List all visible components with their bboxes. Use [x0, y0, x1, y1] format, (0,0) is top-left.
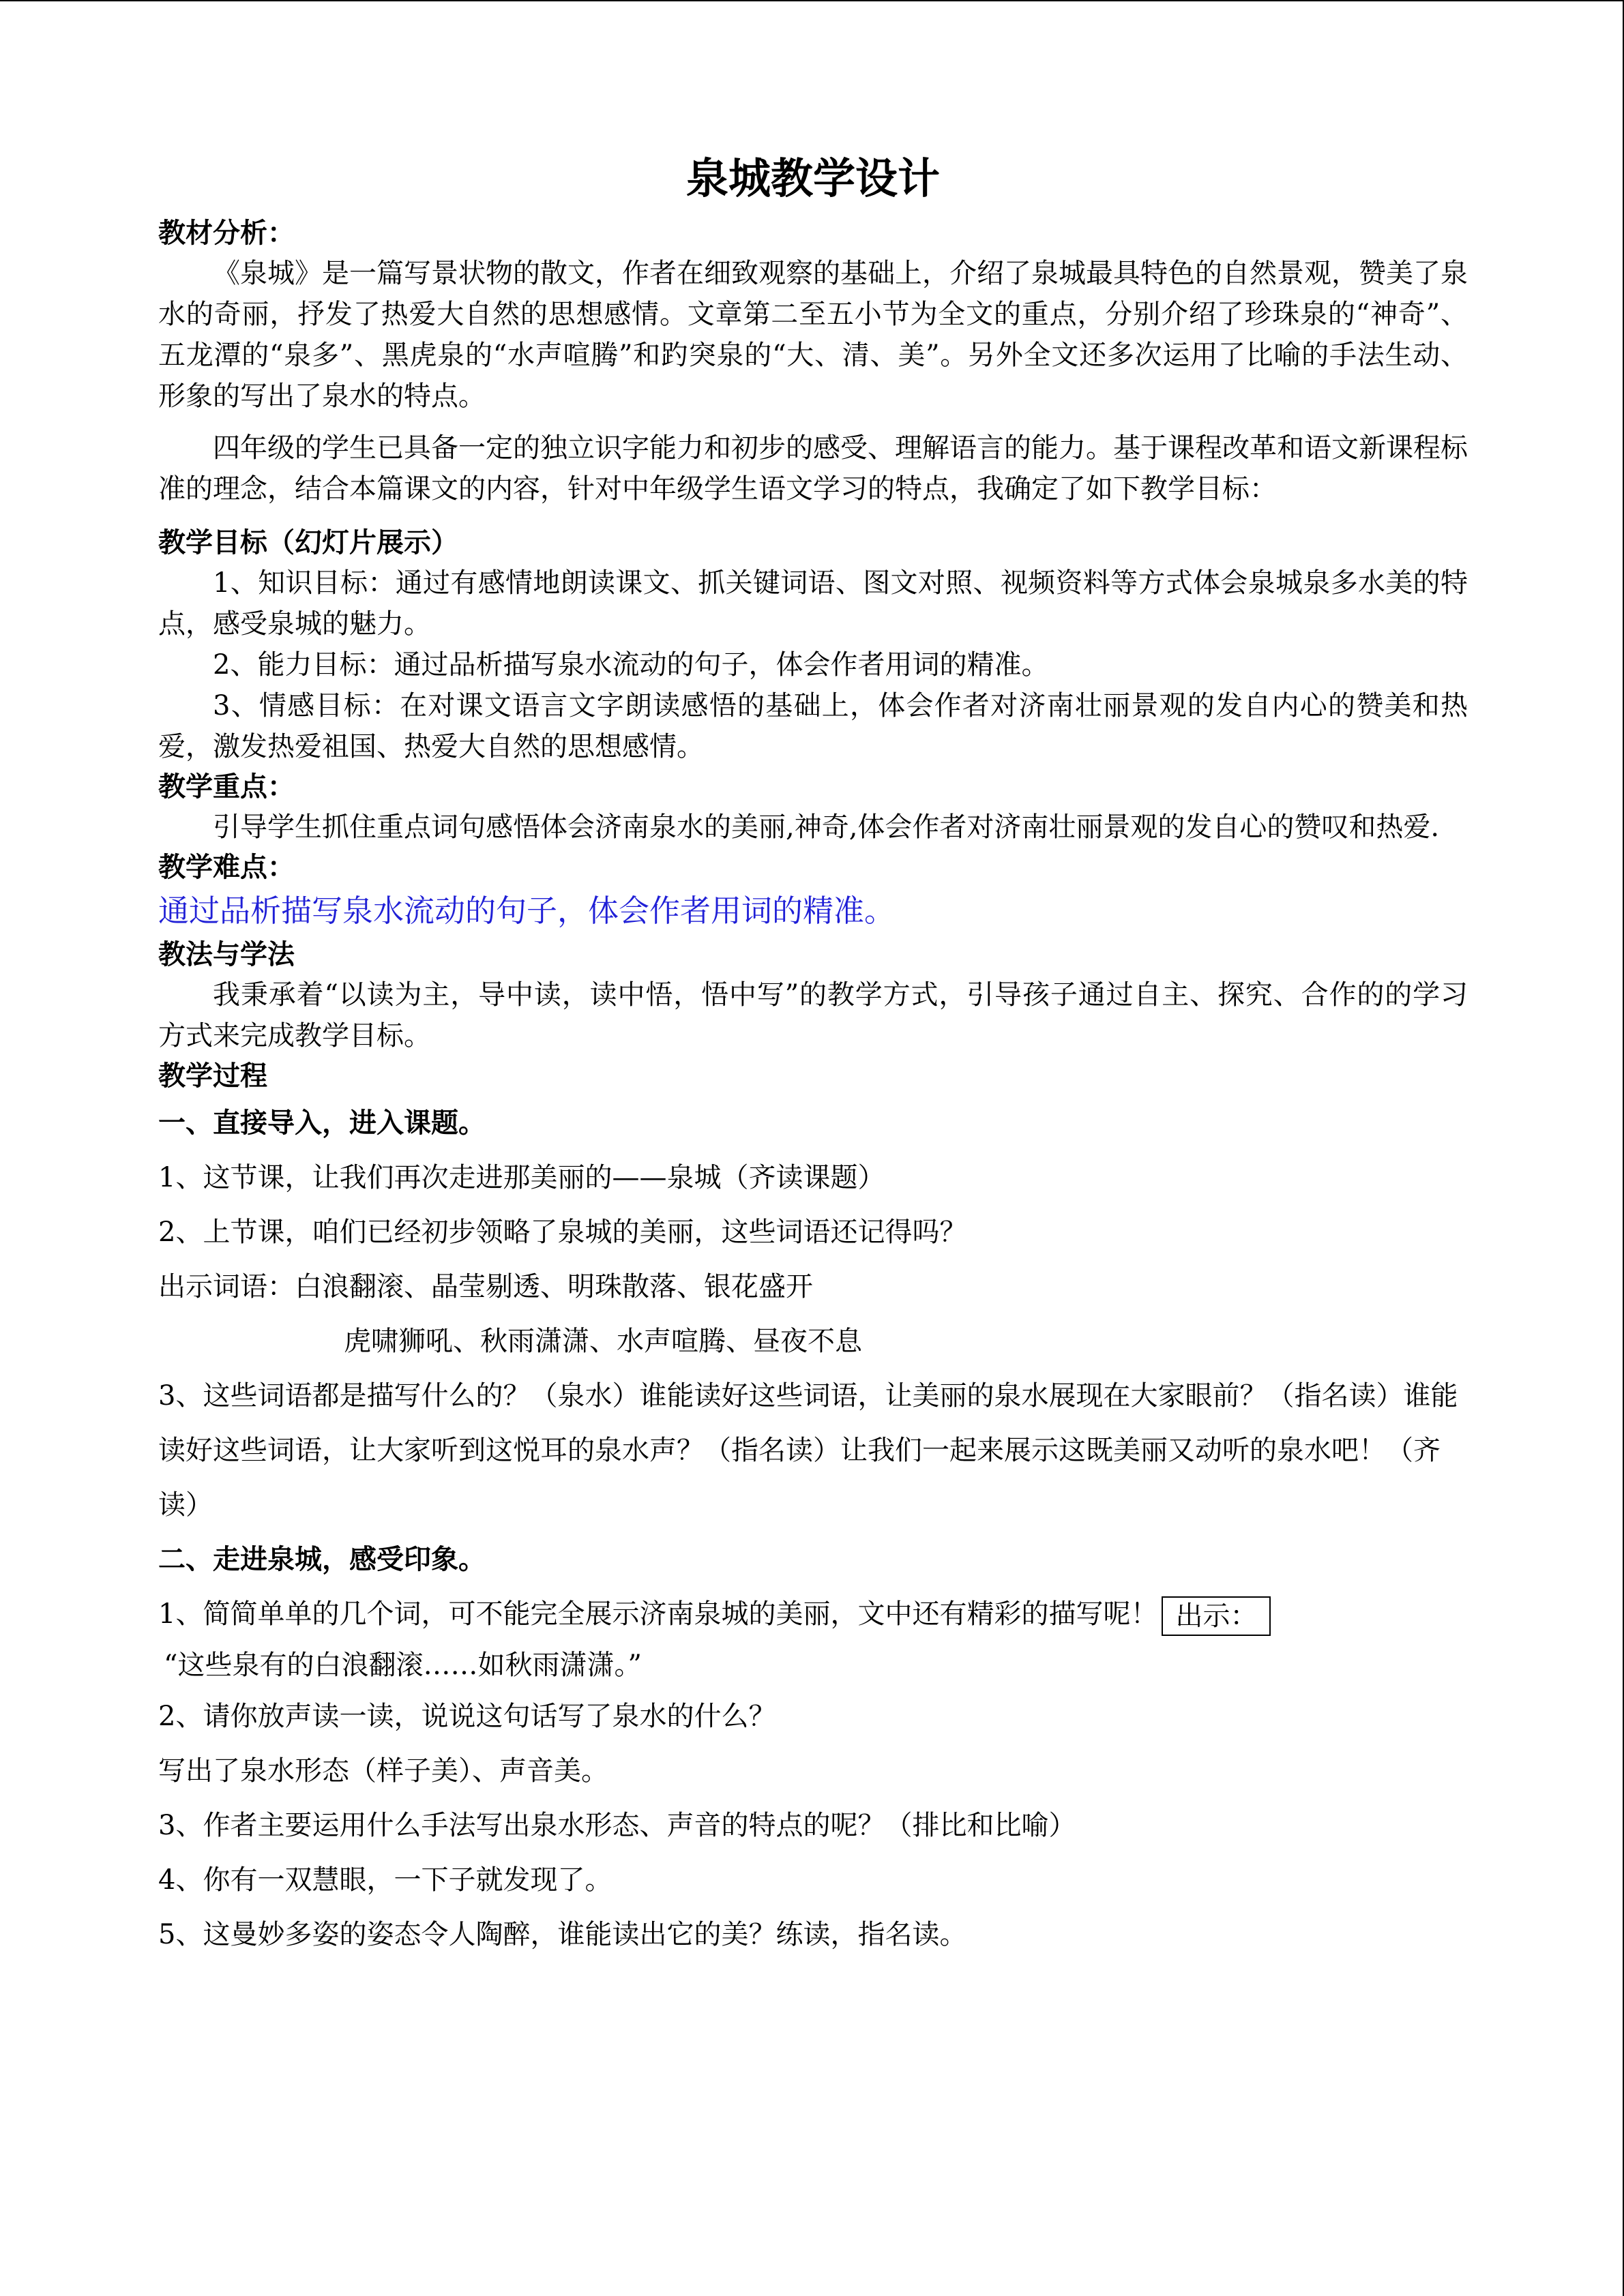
key-points-heading: 教学重点： — [158, 771, 295, 803]
goal-knowledge: 1、知识目标：通过有感情地朗读课文、抓关键词语、图文对照、视频资料等方式体会泉城泉多水美的特点，感受泉城的魅力。 — [158, 567, 1468, 640]
part1-words-row-1: 出示词语：白浪翻滚、晶莹剔透、明珠散落、银花盛开 — [158, 1271, 813, 1302]
part2-line-3: 写出了泉水形态（样子美）、声音美。 — [158, 1755, 608, 1787]
part2-line-5: 4、你有一双慧眼，一下子就发现了。 — [158, 1864, 612, 1896]
part2-line-1 — [158, 1587, 1468, 1641]
part1-line-1: 1、这节课，让我们再次走进那美丽的——泉城（齐读课题） — [158, 1162, 885, 1193]
goals-heading: 教学目标（幻灯片展示） — [158, 527, 458, 558]
difficulties-heading: 教学难点： — [158, 852, 295, 883]
document-body — [158, 148, 1468, 1962]
material-analysis-paragraph-1: 《泉城》是一篇写景状物的散文，作者在细致观察的基础上，介绍了泉城最具特色的自然景观，赞美了泉水的奇丽，抒发了热爱大自然的思想感情。文章第二至五小节为全文的重点，分别介绍了珍珠泉的“神奇”、五龙潭的“泉多”、黑虎泉的“水声喧腾”和趵突泉的“大、清、美”。另外全文还多次运用了比喻的手法生动、形象的写出了泉水的特点。 — [158, 258, 1468, 412]
part2-line-2: 2、请你放声读一读，说说这句话写了泉水的什么？ — [158, 1701, 776, 1732]
part2-quote: “这些泉有的白浪翻滚……如秋雨潇潇。” — [164, 1650, 642, 1681]
methods-heading: 教法与学法 — [158, 939, 295, 970]
part1-line-2: 2、上节课，咱们已经初步领略了泉城的美丽，这些词语还记得吗？ — [158, 1217, 967, 1248]
goal-ability: 2、能力目标：通过品析描写泉水流动的句子，体会作者用词的精准。 — [213, 649, 1049, 681]
part1-heading: 一、直接导入，进入课题。 — [158, 1107, 486, 1139]
part2-line-1-text: 1、简简单单的几个词，可不能完全展示济南泉城的美丽，文中还有精彩的描写呢！ — [158, 1598, 1158, 1630]
process-heading: 教学过程 — [158, 1060, 267, 1092]
part1-line-3: 3、这些词语都是描写什么的？（泉水）谁能读好这些词语，让美丽的泉水展现在大家眼前？（指名读）谁能读好这些词语，让大家听到这悦耳的泉水声？（指名读）让我们一起来展示这既美丽又动听的泉水吧！（齐读） — [158, 1380, 1458, 1521]
material-analysis-paragraph-2: 四年级的学生已具备一定的独立识字能力和初步的感受、理解语言的能力。基于课程改革和语文新课程标准的理念，结合本篇课文的内容，针对中年级学生语文学习的特点，我确定了如下教学目标： — [158, 432, 1468, 505]
page-title: 泉城教学设计 — [685, 153, 940, 203]
methods-text: 我秉承着“以读为主，导中读，读中悟，悟中写”的教学方式，引导孩子通过自主、探究、合作的的学习方式来完成教学目标。 — [158, 979, 1468, 1052]
difficulties-text: 通过品析描写泉水流动的句子，体会作者用词的精准。 — [158, 893, 896, 929]
key-points-text: 引导学生抓住重点词句感悟体会济南泉水的美丽,神奇,体会作者对济南壮丽景观的发自心的赞叹和热爱. — [213, 811, 1440, 843]
material-analysis-heading: 教材分析： — [158, 218, 295, 249]
part2-line-4: 3、作者主要运用什么手法写出泉水形态、声音的特点的呢？（排比和比喻） — [158, 1810, 1076, 1841]
goal-emotion: 3、情感目标：在对课文语言文字朗读感悟的基础上，体会作者对济南壮丽景观的发自内心的赞美和热爱，激发热爱祖国、热爱大自然的思想感情。 — [158, 690, 1468, 762]
part2-heading: 二、走进泉城，感受印象。 — [158, 1544, 486, 1575]
part1-words-row-2: 虎啸狮吼、秋雨潇潇、水声喧腾、昼夜不息 — [344, 1326, 862, 1357]
part2-line-6: 5、这曼妙多姿的姿态令人陶醉，谁能读出它的美？练读，指名读。 — [158, 1919, 967, 1950]
show-box: 出示： — [1162, 1596, 1271, 1636]
